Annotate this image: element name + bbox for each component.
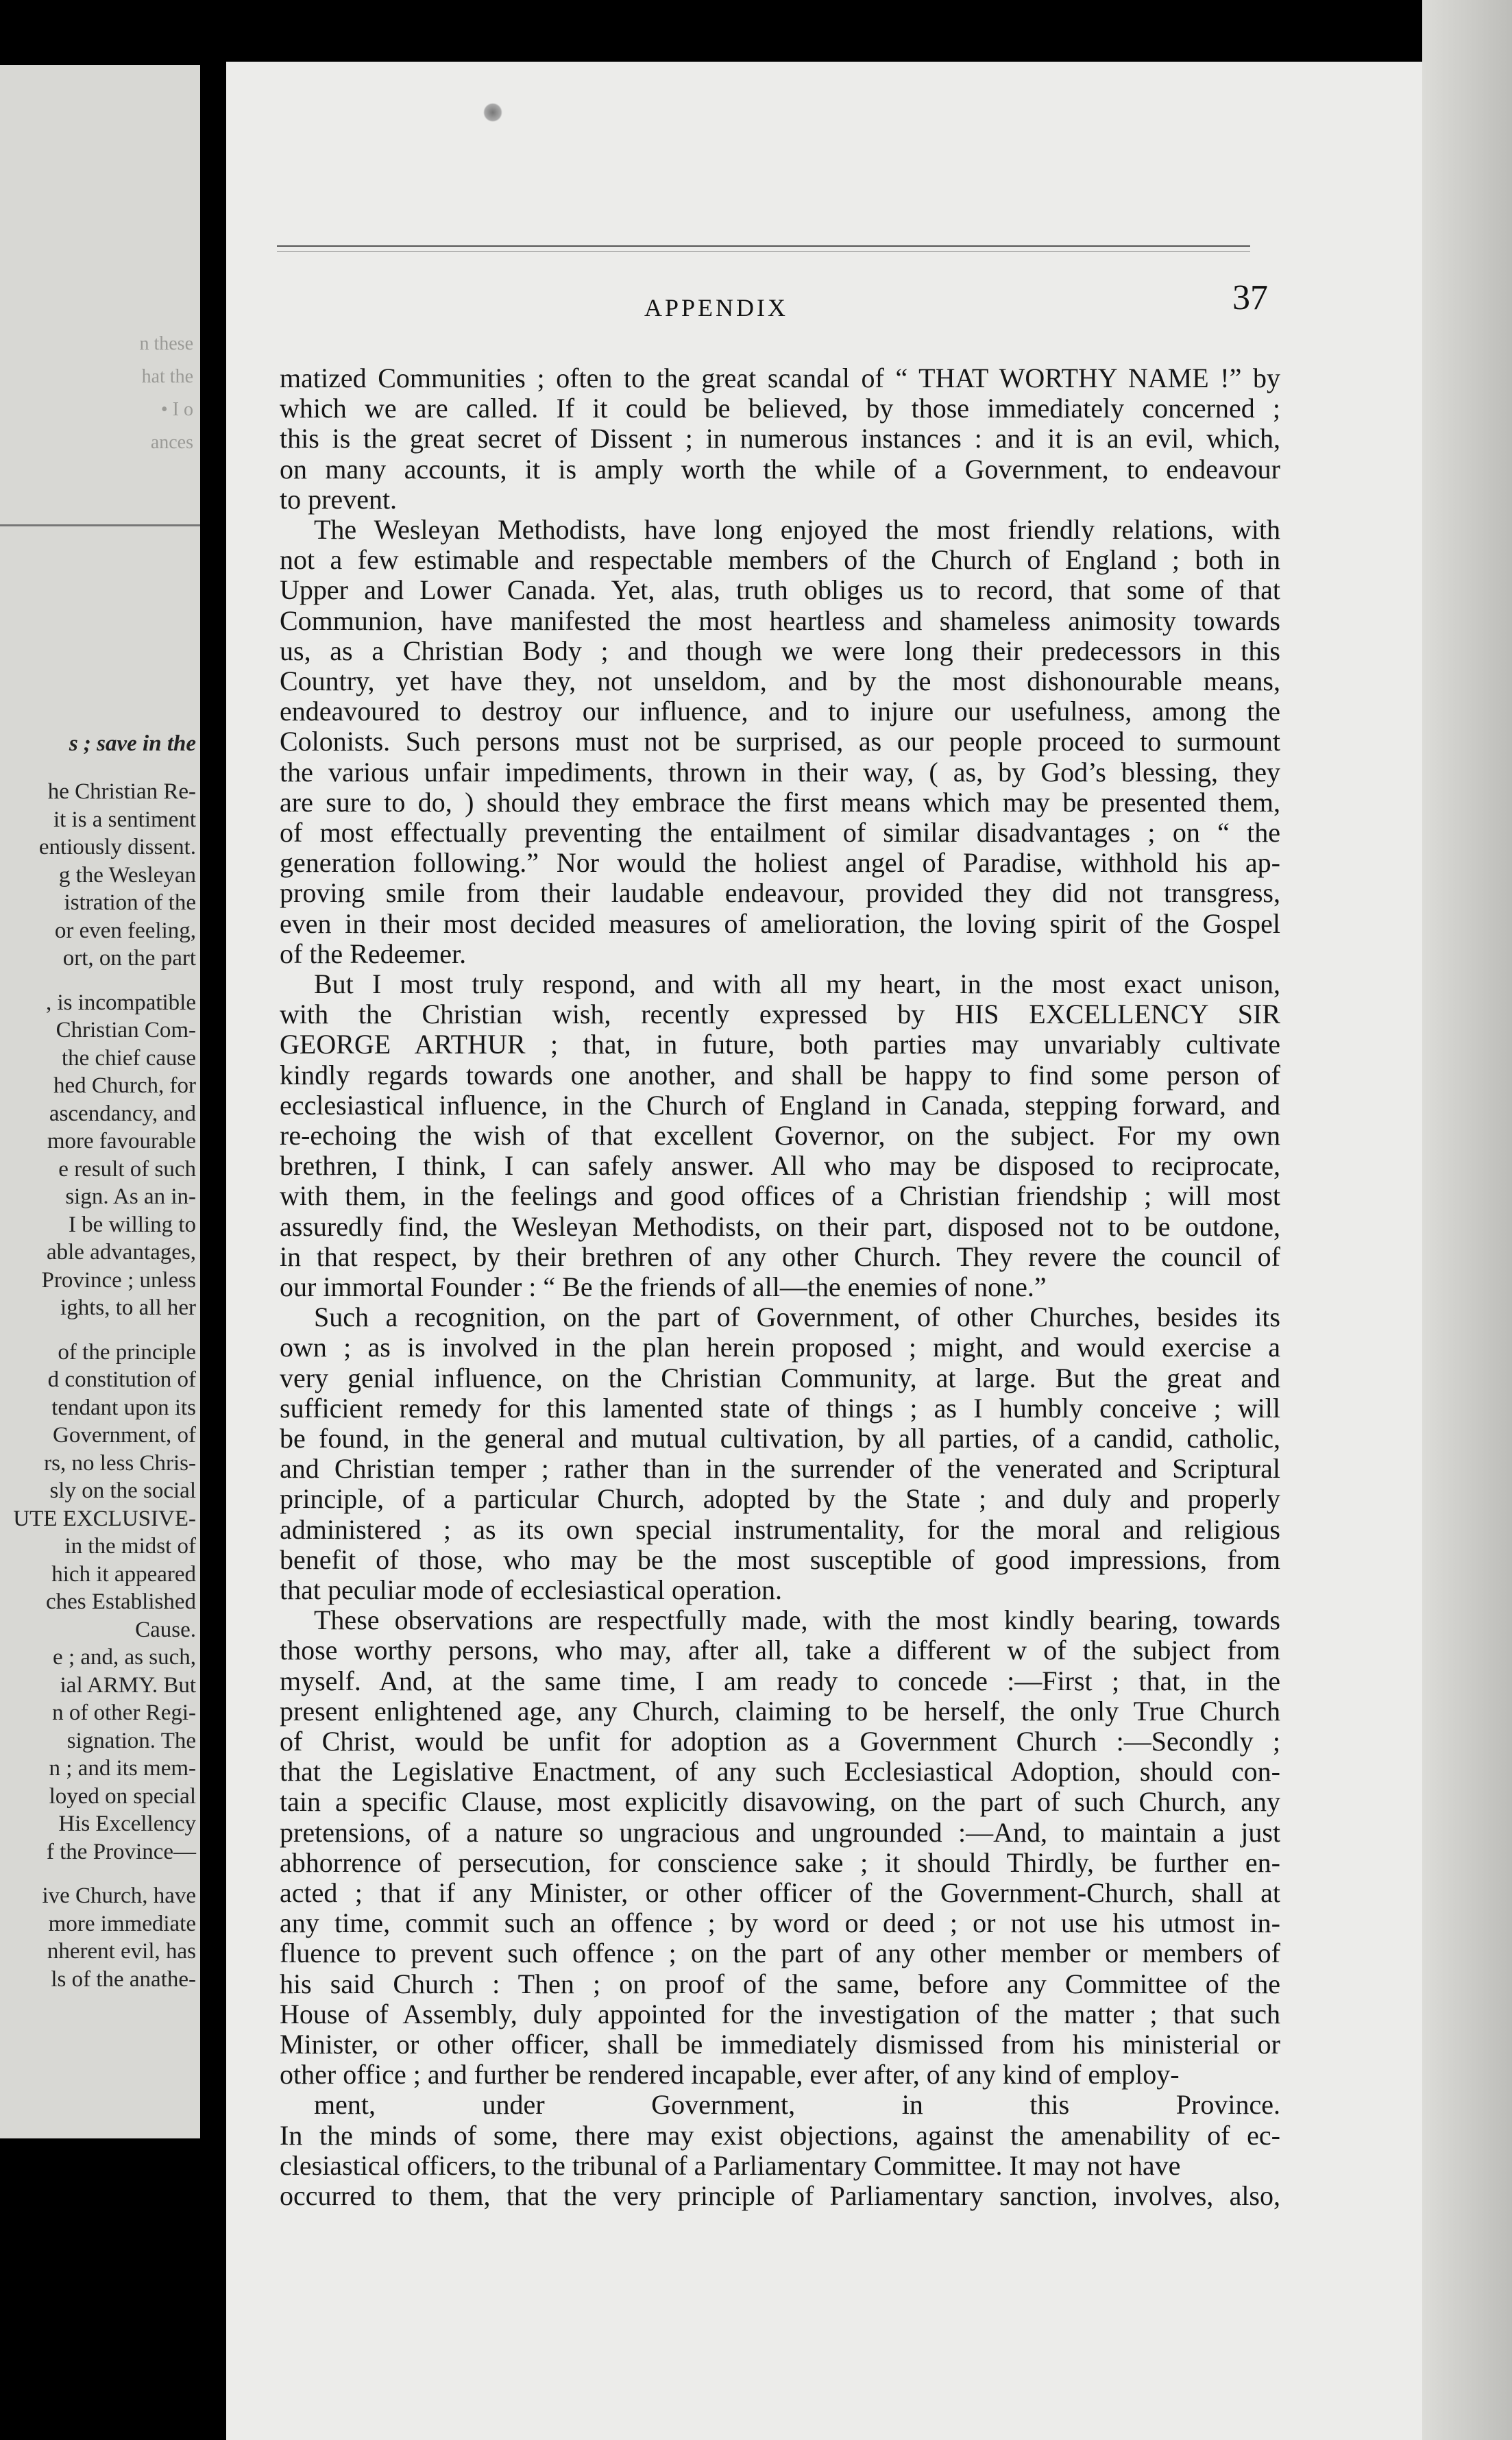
left-page-faint-line: hat the bbox=[141, 366, 193, 387]
left-page-line: the chief cause bbox=[61, 1045, 196, 1071]
body-line: of most effectually preventing the entailment of similar disadvantages ; on “ the bbox=[280, 817, 1280, 848]
left-page-line: g the Wesleyan bbox=[58, 862, 196, 888]
left-page-line: or even feeling, bbox=[54, 918, 196, 943]
body-line: GEORGE ARTHUR ; that, in future, both parties may unvariably cultivate bbox=[280, 1029, 1280, 1060]
body-line: Colonists. Such persons must not be surprised, as our people proceed to surmount bbox=[280, 726, 1280, 757]
left-page-line: hich it appeared bbox=[51, 1561, 196, 1587]
body-line: which we are called. If it could be believed, by those immediately concerned ; bbox=[280, 393, 1280, 424]
left-page-line: istration of the bbox=[64, 890, 196, 915]
left-page-line: e ; and, as such, bbox=[53, 1645, 196, 1670]
running-title: APPENDIX bbox=[644, 294, 789, 321]
left-page-line: f the Province— bbox=[46, 1839, 196, 1864]
left-page-line: , is incompatible bbox=[45, 990, 196, 1015]
body-line: occurred to them, that the very principle of Parliamentary sanction, involves, also, bbox=[280, 2180, 1280, 2211]
left-page-line: hed Church, for bbox=[53, 1073, 196, 1098]
body-line: Such a recognition, on the part of Government, of other Churches, besides its bbox=[314, 1302, 1280, 1333]
body-line: sufficient remedy for this lamented state of things ; as I humbly conceive ; will bbox=[280, 1392, 1280, 1424]
left-page-line: he Christian Re- bbox=[47, 779, 196, 804]
left-page-line: ches Established bbox=[45, 1589, 196, 1614]
body-line: The Wesleyan Methodists, have long enjoyed the most friendly relations, with bbox=[314, 514, 1280, 545]
left-page-line: signation. The bbox=[66, 1728, 196, 1753]
body-line: Communion, have manifested the most heartless and shameless animosity towards bbox=[280, 605, 1280, 636]
body-line: even in their most decided measures of amelioration, the loving spirit of the Gospel bbox=[280, 907, 1280, 939]
left-page-line: entiously dissent. bbox=[38, 835, 196, 859]
page-gutter bbox=[200, 0, 226, 2440]
body-line: In the minds of some, there may exist objections, against the amenability of ec- bbox=[280, 2119, 1280, 2151]
left-page-line: nherent evil, has bbox=[47, 1939, 196, 1964]
body-line: to prevent. bbox=[280, 483, 398, 515]
left-page-line: n ; and its mem- bbox=[49, 1756, 196, 1781]
left-page-line: sign. As an in- bbox=[65, 1184, 196, 1209]
left-page-line: n of other Regi- bbox=[52, 1700, 196, 1725]
body-line: fluence to prevent such offence ; on the part of any other member or members of bbox=[280, 1938, 1280, 1969]
body-line: are sure to do, ) should they embrace the first means which may be presented them, bbox=[280, 786, 1280, 818]
body-line: myself. And, at the same time, I am ready to concede :—First ; that, in the bbox=[280, 1665, 1280, 1696]
left-page-line: ls of the anathe- bbox=[51, 1966, 196, 1992]
body-line: and Christian temper ; rather than in the surrender of the venerated and Scriptural bbox=[280, 1453, 1280, 1485]
left-page-line: ort, on the part bbox=[62, 946, 196, 971]
body-line: pretensions, of a nature so ungracious and ungrounded :—And, to maintain a just bbox=[280, 1816, 1280, 1848]
left-page-line: Province ; unless bbox=[41, 1267, 196, 1293]
left-page-line: more immediate bbox=[48, 1911, 196, 1936]
left-page-line: in the midst of bbox=[64, 1534, 196, 1559]
body-line: acted ; that if any Minister, or other officer of the Government-Church, shall at bbox=[280, 1877, 1280, 1908]
page-header bbox=[226, 219, 1512, 321]
body-line: assuredly find, the Wesleyan Methodists, on their part, disposed not to be outdone, bbox=[280, 1210, 1280, 1242]
header-rule-thin bbox=[277, 251, 1250, 252]
header-rule bbox=[277, 245, 1250, 247]
left-page-line: His Excellency bbox=[58, 1811, 196, 1836]
left-page-faint-line: n these bbox=[139, 333, 193, 354]
left-page-rule bbox=[0, 524, 200, 526]
left-page-line: ascendancy, and bbox=[49, 1101, 196, 1126]
left-page-line: I be willing to bbox=[68, 1212, 196, 1237]
left-page-line: Christian Com- bbox=[56, 1018, 196, 1042]
left-page-line: sly on the social bbox=[49, 1478, 196, 1503]
body-line: clesiastical officers, to the tribunal of a Parliamentary Committee. It may not have bbox=[280, 2149, 1181, 2181]
body-line: with the Christian wish, recently expressed by HIS EXCELLENCY SIR bbox=[280, 999, 1280, 1030]
body-line: ment, under Government, in this Province. bbox=[314, 2089, 1280, 2121]
left-page-line: tendant upon its bbox=[51, 1395, 196, 1420]
body-line: principle, of a particular Church, adopted by the State ; and duly and properly bbox=[280, 1483, 1280, 1515]
body-line: tain a specific Clause, most explicitly disavowing, on the part of such Church, any bbox=[280, 1786, 1280, 1818]
body-line: other office ; and further be rendered incapable, ever after, of any kind of employ- bbox=[280, 2059, 1180, 2090]
body-line: own ; as is involved in the plan herein proposed ; might, and would exercise a bbox=[280, 1332, 1280, 1363]
body-line: House of Assembly, duly appointed for the investigation of the matter ; that such bbox=[280, 1998, 1280, 2029]
body-line: any time, commit such an offence ; by word or deed ; or not use his utmost in- bbox=[280, 1907, 1280, 1939]
body-line: Minister, or other officer, shall be immediately dismissed from his ministerial or bbox=[280, 2029, 1280, 2060]
left-page-line: Cause. bbox=[135, 1617, 196, 1642]
body-line: But I most truly respond, and with all my heart, in the most exact unison, bbox=[314, 968, 1280, 999]
body-line: those worthy persons, who may, after all, take a different w of the subject from bbox=[280, 1635, 1280, 1666]
body-line: very genial influence, on the Christian Community, at large. But the great and bbox=[280, 1362, 1280, 1393]
right-page bbox=[226, 62, 1512, 2440]
body-line: These observations are respectfully made, with the most kindly bearing, towards bbox=[314, 1605, 1280, 1636]
body-line: that the Legislative Enactment, of any such Ecclesiastical Adoption, should con- bbox=[280, 1756, 1280, 1788]
body-line: our immortal Founder : “ Be the friends of all—the enemies of none.” bbox=[280, 1271, 1047, 1302]
body-line: in that respect, by their brethren of any other Church. They revere the council of bbox=[280, 1241, 1280, 1272]
body-line: be found, in the general and mutual cultivation, by all parties, of a candid, catholic, bbox=[280, 1423, 1280, 1454]
body-line: the various unfair impediments, thrown in their way, ( as, by God’s blessing, they bbox=[280, 756, 1280, 788]
scan-blemish bbox=[483, 103, 502, 122]
left-page-line: rs, no less Chris- bbox=[44, 1450, 196, 1476]
body-line: endeavoured to destroy our influence, and to injure our usefulness, among the bbox=[280, 696, 1280, 727]
body-line: matized Communities ; often to the great scandal of “ THAT WORTHY NAME !” by bbox=[280, 363, 1280, 393]
body-line: benefit of those, who may be the most susceptible of good impressions, from bbox=[280, 1544, 1280, 1575]
body-line: Country, yet have they, not unseldom, and by the most dishonourable means, bbox=[280, 666, 1280, 696]
body-line: proving smile from their laudable endeavour, provided they did not transgress, bbox=[280, 877, 1280, 909]
left-page-line: UTE EXCLUSIVE- bbox=[13, 1506, 196, 1531]
body-line: re-echoing the wish of that excellent Governor, on the subject. For my own bbox=[280, 1120, 1280, 1151]
left-page-line: able advantages, bbox=[46, 1240, 196, 1265]
body-line: on many accounts, it is amply worth the while of a Government, to endeavour bbox=[280, 453, 1280, 485]
left-page-faint-line: • I o bbox=[160, 399, 193, 420]
body-line: ecclesiastical influence, in the Church of England in Canada, stepping forward, and bbox=[280, 1089, 1280, 1121]
body-line: present enlightened age, any Church, claiming to be herself, the only True Church bbox=[280, 1695, 1280, 1727]
left-page-line: d constitution of bbox=[47, 1367, 196, 1392]
left-page-line: of the principle bbox=[58, 1339, 196, 1365]
body-line: Upper and Lower Canada. Yet, alas, truth obliges us to record, that some of that bbox=[280, 574, 1280, 606]
body-line: not a few estimable and respectable members of the Church of England ; both in bbox=[280, 544, 1280, 576]
body-line: generation following.” Nor would the holiest angel of Paradise, withhold his ap- bbox=[280, 847, 1280, 879]
left-page-line: ights, to all her bbox=[60, 1295, 196, 1320]
body-line: administered ; as its own special instrumentality, for the moral and religious bbox=[280, 1513, 1280, 1545]
body-line: of Christ, would be unfit for adoption as a Government Church :—Secondly ; bbox=[280, 1726, 1280, 1757]
body-line: with them, in the feelings and good offices of a Christian friendship ; will most bbox=[280, 1180, 1280, 1212]
left-page-fragment bbox=[0, 65, 200, 2138]
left-page-line: Government, of bbox=[53, 1423, 196, 1448]
left-page-line: e result of such bbox=[58, 1156, 196, 1182]
left-page-line: ive Church, have bbox=[42, 1883, 196, 1908]
body-line: this is the great secret of Dissent ; in numerous instances : and it is an evil, which, bbox=[280, 423, 1280, 454]
left-page-line: loyed on special bbox=[49, 1783, 196, 1809]
body-line: that peculiar mode of ecclesiastical operation. bbox=[280, 1574, 783, 1605]
page-number: 37 bbox=[1232, 278, 1268, 317]
body-line: kindly regards towards one another, and shall be happy to find some person of bbox=[280, 1059, 1280, 1090]
left-page-line: more favourable bbox=[47, 1129, 196, 1154]
left-page-line: s ; save in the bbox=[69, 731, 196, 756]
left-page-faint-line: ances bbox=[150, 432, 193, 453]
left-page-line: it is a sentiment bbox=[53, 807, 196, 832]
body-line: his said Church : Then ; on proof of the same, before any Committee of the bbox=[280, 1968, 1280, 1999]
body-line: abhorrence of persecution, for conscience sake ; it should Thirdly, be further en- bbox=[280, 1846, 1280, 1878]
body-line: brethren, I think, I can safely answer. All who may be disposed to reciprocate, bbox=[280, 1150, 1280, 1182]
left-page-line: ial ARMY. But bbox=[60, 1672, 196, 1698]
page-edge bbox=[1422, 0, 1512, 2440]
body-line: us, as a Christian Body ; and though we were long their predecessors in this bbox=[280, 635, 1280, 666]
body-line: of the Redeemer. bbox=[280, 938, 467, 969]
